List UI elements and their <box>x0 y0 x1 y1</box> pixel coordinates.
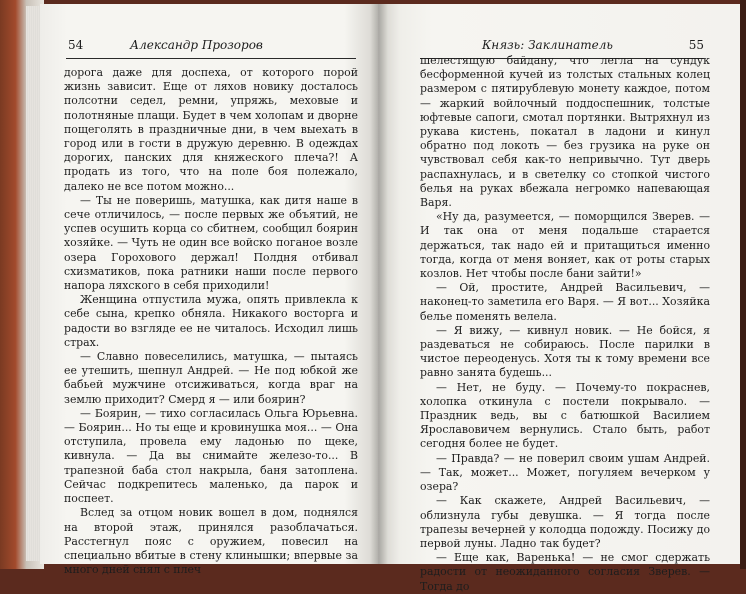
paragraph: — Правда? — не поверил своим ушам Андрей. — Так, может... Может, погуляем вечерком у озера? <box>420 451 710 494</box>
paragraph: — Я вижу, — кивнул новик. — Не бойся, я раздеваться не собираюсь. После парилки в чистое переоденусь. Хотя ты к тому времени все равно занята будешь... <box>420 323 710 380</box>
book-cover-edge-right <box>740 0 746 569</box>
left-page-header <box>68 38 350 56</box>
running-head: Александр Прозоров <box>130 38 263 52</box>
left-page-body <box>64 66 358 577</box>
paragraph: шелестящую байдану, что легла на сундук бесформенной кучей из толстых стальных колец размером с пятирублевую монету каждое, потом — жаркий войлочный поддоспешник, толстые юфтевые сапоги, смотал портянки. Вытряхнул из рукава кистень, покатал в ладони и кинул обратно под локоть — без грузика на руке он чувствовал себя как-то непривычно. Тут дверь распахнулась, и в светелку со стопкой чистого белья на руках вбежала негромко напевающая Варя. <box>420 54 710 210</box>
paragraph: Вслед за отцом новик вошел в дом, поднялся на второй этаж, принялся разоблачаться. Расстегнул пояс с оружием, повесил на специально вбитые в стену клинышки; впервые за много дней снял с плеч <box>64 506 358 577</box>
header-rule <box>66 58 356 59</box>
paragraph: — Ой, простите, Андрей Васильевич, — наконец-то заметила его Варя. — Я вот... Хозяйка белье поменять велела. <box>420 281 710 323</box>
paragraph: — Славно повеселились, матушка, — пытаясь ее утешить, шепнул Андрей. — Не под юбкой же бабьей мужчине отсиживаться, когда враг на землю приходит? Смерд я — или боярин? <box>64 350 358 406</box>
paragraph: дорога даже для доспеха, от которого порой жизнь зависит. Еще от ляхов новику досталось полсотни седел, ремни, упряжь, меховые и полотняные плащи. Будет в чем холопам и дворне пощеголять в праздничные дни, в чем выехать в город или в гости в дружую деревню. В одеждах дорогих, панских для княжеского плеча?! А продать из того, что на поле боя полежало, далеко не все потом можно... <box>64 66 358 193</box>
page-number: 55 <box>688 38 704 52</box>
left-page <box>40 4 378 577</box>
right-page-body <box>420 54 710 594</box>
paragraph: — Нет, не буду. — Почему-то покраснев, холопка откинула с постели покрывало. — Праздник ведь, вы с батюшкой Василием Ярославовичем вернулись. Стало быть, работ сегодня более не будет. <box>420 380 710 451</box>
paragraph: Женщина отпустила мужа, опять привлекла к себе сына, крепко обняла. Никакого восторга и радости во взгляде ее не читалось. Исходил лишь страх. <box>64 293 358 349</box>
paragraph: — Еще как, Варенька! — не смог сдержать радости от неожиданного согласия Зверев. — Тогда до <box>420 551 710 593</box>
right-page <box>378 4 740 593</box>
paragraph: — Как скажете, Андрей Васильевич, — облизнула губы девушка. — Я тогда после трапезы вечерней у колодца подожду. Посижу до первой луны. Ладно так будет? <box>420 494 710 550</box>
paragraph: «Ну да, разумеется, — поморщился Зверев. — И так она от меня подальше старается держаться, так надо ей и притащиться именно тогда, когда от меня воняет, как от роты старых козлов. Нет чтобы после бани зайти!» <box>420 210 710 281</box>
running-head: Князь: Заклинатель <box>482 38 613 52</box>
paragraph: — Ты не поверишь, матушка, как дитя наше в сече отличилось, — после первых же объятий, не успев осушить корца со сбитнем, сообщил боярин хозяйке. — Чуть не один все войско поганое возле озера Горохового держал! Полдня отбивал схизматиков, пока ратники наши после первого напора ляхского в себя приходили! <box>64 193 358 293</box>
page-number: 54 <box>68 38 84 52</box>
paragraph: — Боярин, — тихо согласилась Ольга Юрьевна. — Боярин... Но ты еще и кровинушка моя... — Она отступила, провела ему ладонью по щеке, кивнула. — Да вы снимайте железо-то... В трапезной баба стол накрыла, баня затоплена. Сейчас подкрепитесь маленько, да парок и поспеет. <box>64 406 358 506</box>
